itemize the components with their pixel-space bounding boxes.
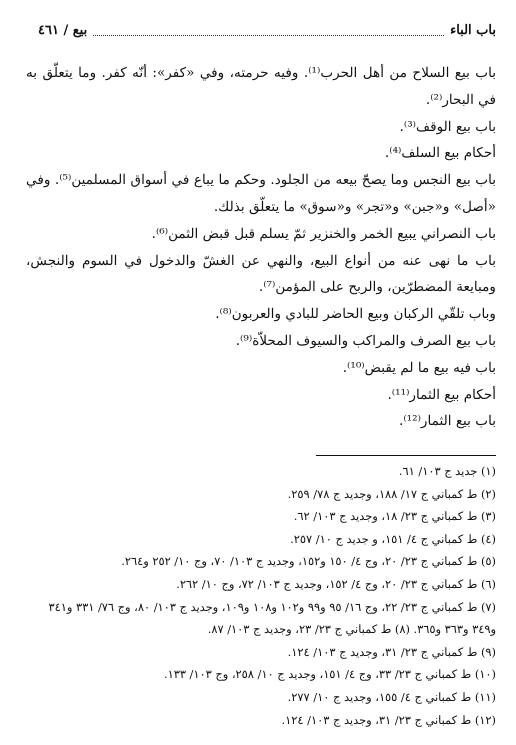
body-paragraph: باب بيع الثمار⁽¹²⁾.: [399, 413, 496, 430]
footnote: (٩) ط كمباني ج ٢٣/ ٣١، وجديد ج ١٠٣/ ١٢٤.: [287, 644, 496, 659]
footnote: (٥) ط كمباني ج ٢٣/ ٢٠، وج ٤/ ١٥٠ و١٥٢، وجديد ج ١٠٣/ ٧٠، وج ١٠/ ٢٥٢ و٢٦٤.: [121, 554, 496, 569]
page-number: بيع / ٤٦١: [38, 22, 88, 38]
body-paragraph: باب بيع النجس وما يصحّ بيعه من الجلود. وحكم ما يباع في أسواق المسلمين⁽⁵⁾. وفي «أصل» و«جبن» و«تجر» و«سوق» ما يتعلّق بذلك.: [26, 172, 496, 215]
footnote: (٤) ط كمباني ج ٤/ ١٥١، و جديد ج ١٠/ ٢٥٧.: [290, 531, 496, 546]
page-header: [38, 18, 496, 42]
body-paragraph: وباب تلقّي الركبان وبيع الحاضر للبادي والعربون⁽⁸⁾.: [215, 306, 496, 323]
body-paragraph: باب بيع الوقف⁽³⁾.: [399, 118, 496, 135]
body-paragraph: باب بيع الصرف والمراكب والسيوف المحلاّة⁽⁹⁾.: [235, 332, 496, 349]
header-dot-leader: [93, 35, 444, 36]
footnote: (١٢) ط كمباني ج ٢٣/ ٣١، وجديد ج ١٠٣/ ١٢٤.: [281, 712, 496, 727]
footnote: (٣) ط كمباني ج ٢٣/ ١٨، وجديد ج ١٠٣/ ٦٢.: [293, 509, 496, 524]
body-paragraph: أحكام بيع الثمار⁽¹¹⁾.: [387, 386, 496, 403]
footnote: (٢) ط كمباني ج ١٧/ ١٨٨، وجديد ج ٧٨/ ٢٥٩.: [287, 486, 496, 501]
footnote: (١١) ط كمباني ج ٤/ ١٥٥، وجديد ج ١٠/ ٢٧٧.: [287, 689, 496, 704]
footnote: (١٠) ط كمباني ج ٢٣/ ٣٣، وج ٤/ ١٥١، وجديد ج ١٠/ ٢٥٨، وج ١٠٣/ ١٣٣.: [163, 667, 496, 682]
body-paragraph: باب بيع السلاح من أهل الحرب⁽¹⁾. وفيه حرمته، وفي «كفر»: أنّه كفر. وما يتعلّق به في البحار⁽²⁾.: [26, 65, 496, 108]
body-text: [26, 60, 496, 435]
body-paragraph: باب فيه بيع ما لم يقبض⁽¹⁰⁾.: [342, 359, 496, 376]
footnote: (١) جديد ج ١٠٣/ ٦١.: [398, 464, 496, 478]
footnote-separator: [316, 455, 496, 456]
section-title: باب الباء: [450, 22, 496, 38]
body-paragraph: أحكام بيع السلف⁽⁴⁾.: [384, 145, 496, 162]
body-paragraph: باب ما نهى عنه من أنواع البيع، والنهي عن الغشّ والدخول في السوم والنجش، ومبايعة المضطرّين، والربح على المؤمن⁽⁷⁾.: [26, 252, 496, 296]
footnote: (٧) ط كمباني ج ٢٣/ ٢٢، وج ١٦/ ٩٥ و٩٩ و١٠٢ و١٠٨ و١٠٩، وجديد ج ١٠٣/ ٨٠، وج ٧٦/ ٣٣١ و٣٤١ و٣٤٩ و٣٦٣ و٣٦٥. (٨) ط كمباني ج ٢٣/ ٢٣، وجديد ج ١٠٣/ ٨٧.: [48, 599, 496, 637]
body-paragraph: باب النصراني يبيع الخمر والخنزير ثمّ يسلم قبل قبض الثمن⁽⁶⁾.: [151, 225, 496, 242]
footnote: (٦) ط كمباني ج ٢٣/ ٢٠، وج ٤/ ١٥٢، وجديد ج ١٠٣/ ٧٢، وج ١٠/ ٢٦٢.: [176, 576, 496, 591]
footnotes: [24, 460, 496, 731]
